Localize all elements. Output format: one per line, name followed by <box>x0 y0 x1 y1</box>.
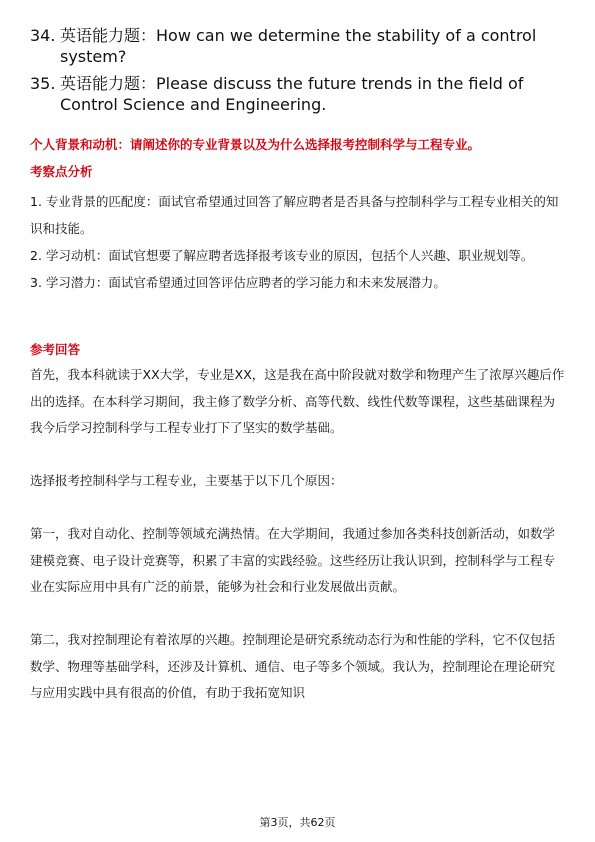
question-list <box>30 25 560 121</box>
answer-body <box>30 362 565 707</box>
analysis-item: 2. 学习动机：面试官想要了解应聘者选择报考该专业的原因，包括个人兴趣、职业规划等。 <box>30 248 534 263</box>
answer-paragraph: 第一，我对自动化、控制等领域充满热情。在大学期间，我通过参加各类科技创新活动，如数学建模竞赛、电子设计竞赛等，积累了丰富的实践经验。这些经历让我认识到，控制科学与工程专业在实际应用中具有广泛的前景，能够为社会和行业发展做出贡献。 <box>30 526 556 594</box>
analysis-item: 1. 专业背景的匹配度：面试官希望通过回答了解应聘者是否具备与控制科学与工程专业相关的知识和技能。 <box>30 194 559 236</box>
answer-heading: 参考回答 <box>30 342 81 357</box>
analysis-heading: 考察点分析 <box>30 164 93 179</box>
question-item <box>30 73 560 115</box>
question-item <box>30 25 560 67</box>
question-text: 英语能力题：Please discuss the future trends in the field of Control Science and Engineering. <box>60 74 524 114</box>
page-number: 第3页，共62页 <box>259 816 336 829</box>
analysis-item: 3. 学习潜力：面试官希望通过回答评估应聘者的学习能力和未来发展潜力。 <box>30 275 446 290</box>
analysis-list <box>30 188 565 296</box>
question-number: 34. <box>30 26 56 45</box>
section-title: 个人背景和动机：请阐述你的专业背景以及为什么选择报考控制科学与工程专业。 <box>30 137 481 152</box>
answer-paragraph: 选择报考控制科学与工程专业，主要基于以下几个原因： <box>30 473 343 488</box>
answer-paragraph: 第二，我对控制理论有着浓厚的兴趣。控制理论是研究系统动态行为和性能的学科，它不仅包括数学、物理等基础学科，还涉及计算机、通信、电子等多个领域。我认为，控制理论在理论研究与应用实践中具有很高的价值，有助于我拓宽知识 <box>30 632 556 700</box>
answer-paragraph: 首先，我本科就读于XX大学，专业是XX，这是我在高中阶段就对数学和物理产生了浓厚兴趣后作出的选择。在本科学习期间，我主修了数学分析、高等代数、线性代数等课程，这些基础课程为我今后学习控制科学与工程专业打下了坚实的数学基础。 <box>30 367 565 435</box>
question-number: 35. <box>30 74 56 93</box>
question-text: 英语能力题：How can we determine the stability of a control system? <box>60 26 537 66</box>
